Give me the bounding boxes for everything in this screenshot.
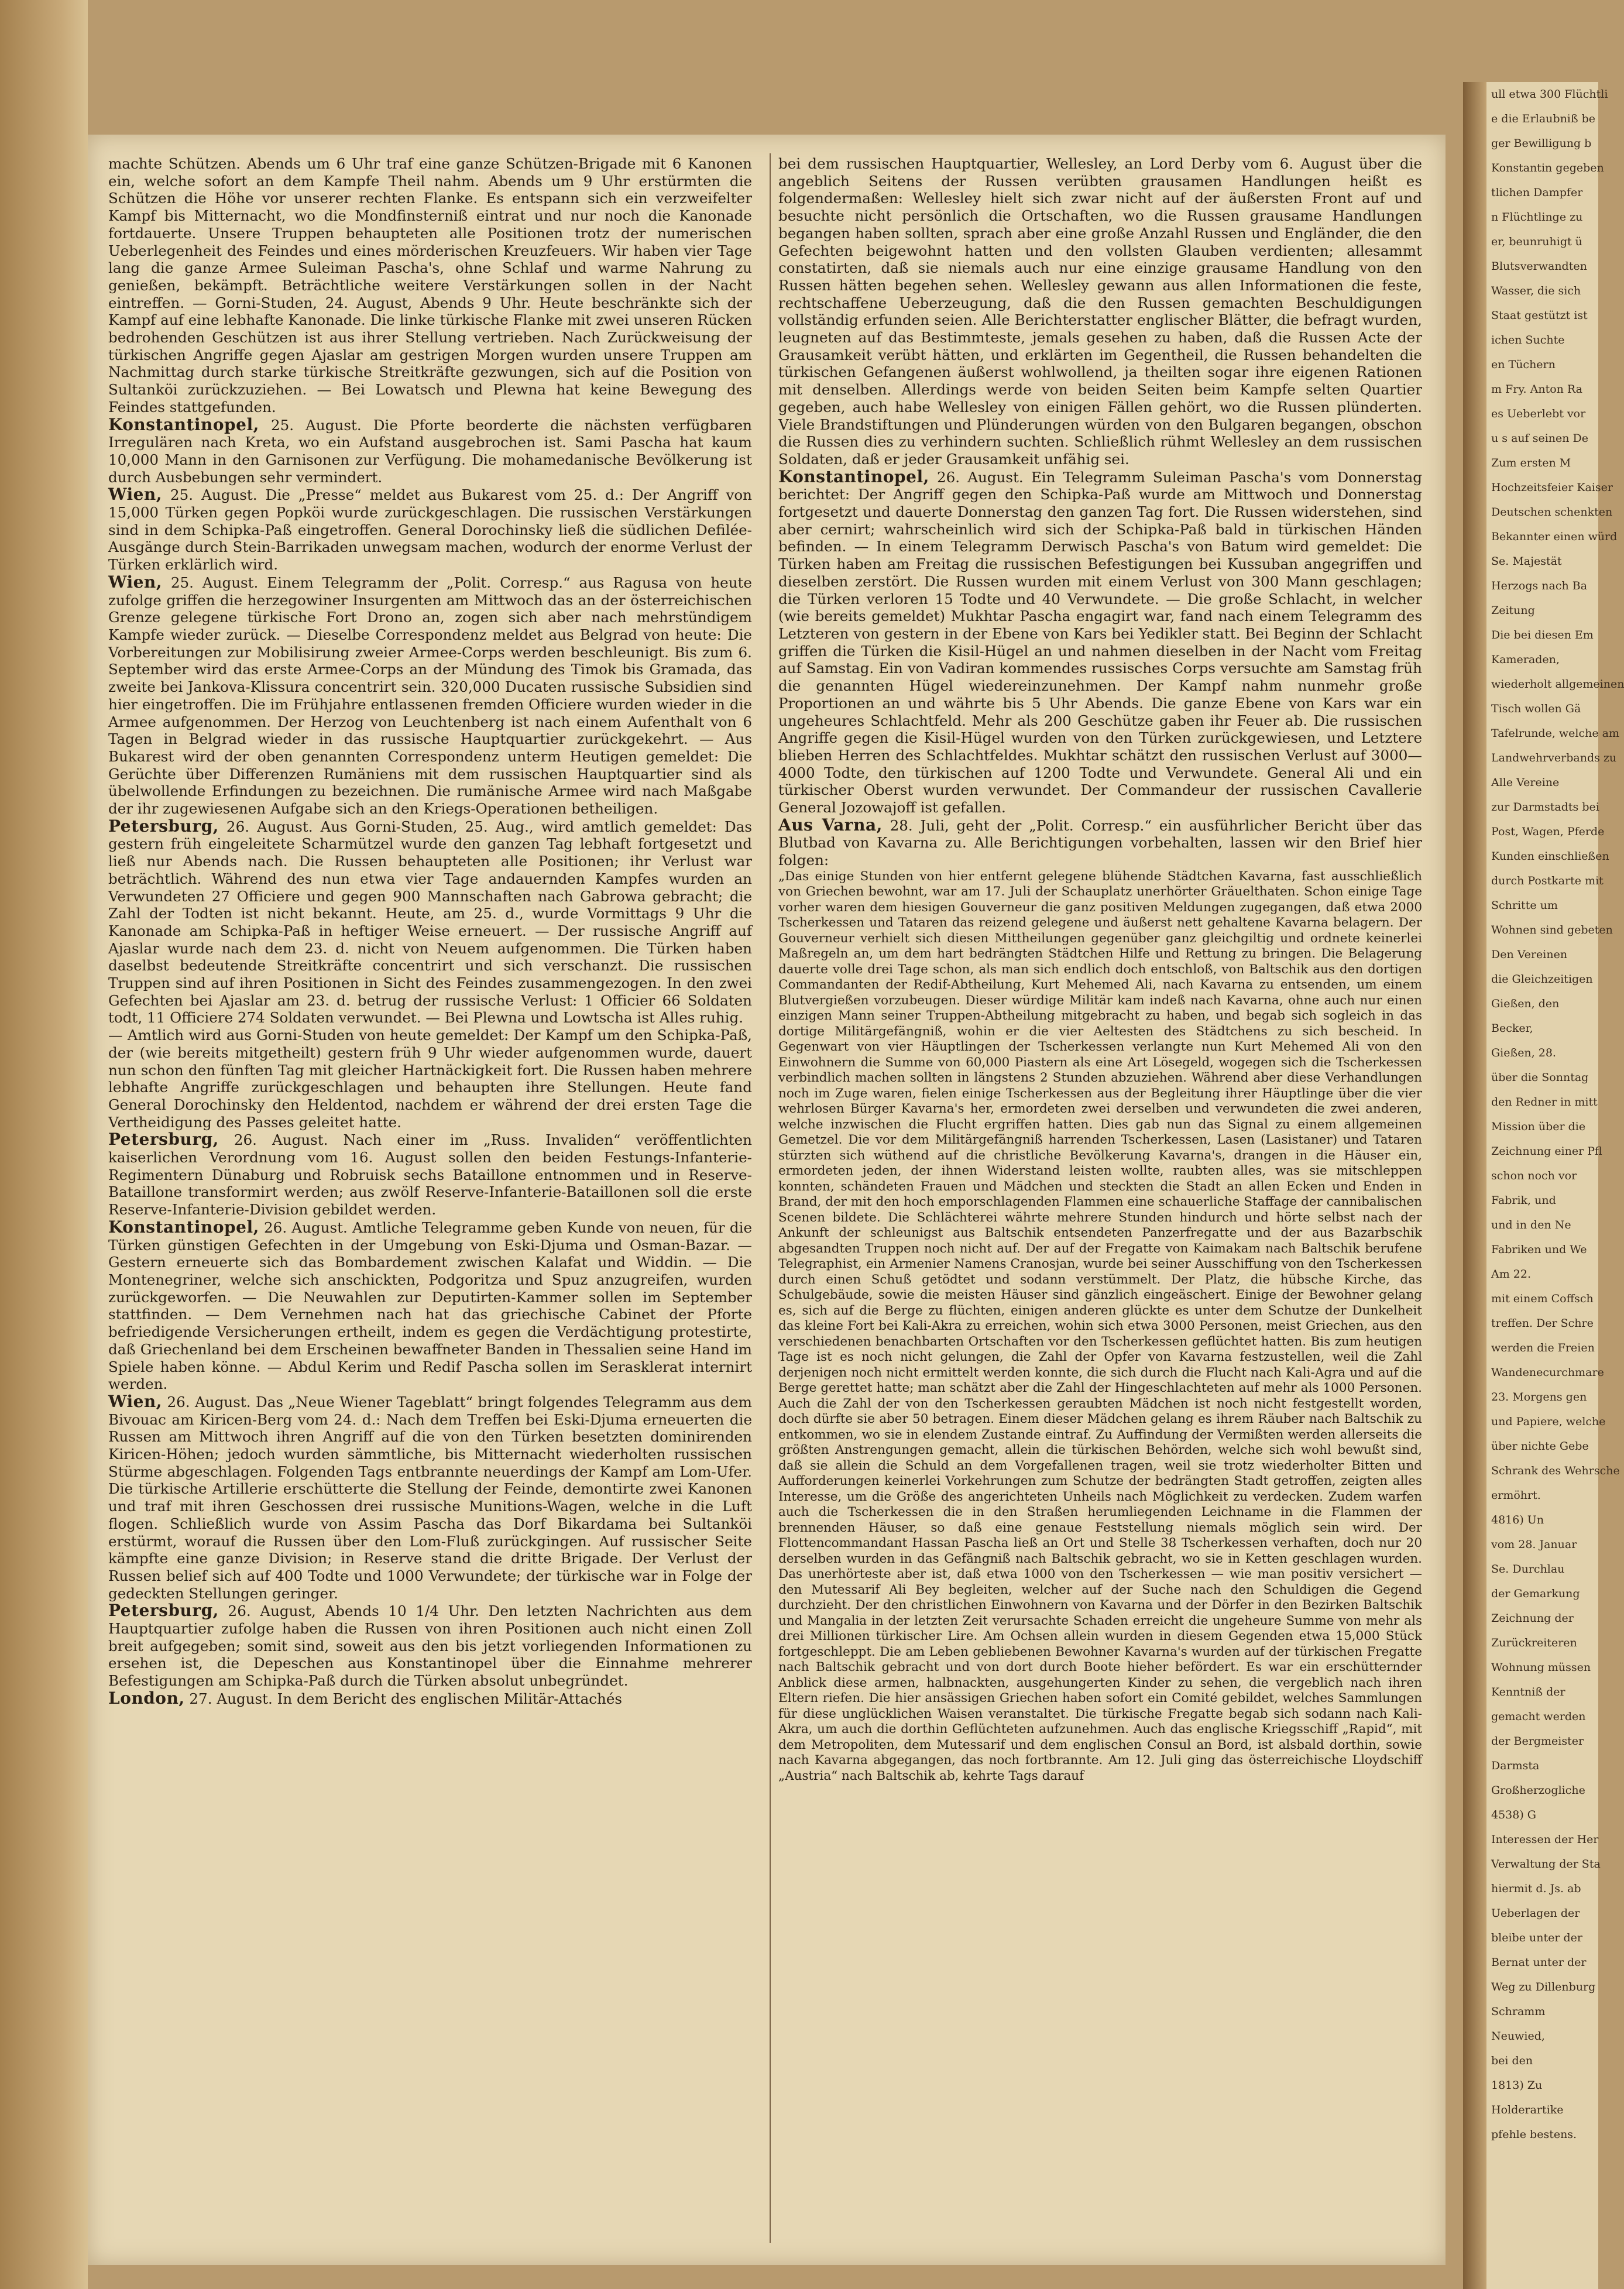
margin-fragment: zur Darmstadts bei [1491, 801, 1599, 814]
margin-fragment: Kunden einschließen [1491, 850, 1609, 863]
article-text: — Amtlich wird aus Gorni-Studen von heute gemeldet: Der Kampf um den Schipka-Paß, der (wie bereits mitgetheilt) gestern früh 9 Uhr wieder aufgenommen wurde, dauert nun schon den fünften Tag mit gleicher Hartnäckigkeit fort. Die Russen haben mehrere lebhafte Angriffe zurückgeschlagen und behaupten ihre Stellungen. Heute fand General Dorochinsky den Heldentod, nachdem er während der drei ersten Tage die Vertheidigung des Passes geleitet hatte. [108, 1027, 752, 1131]
margin-fragment: vom 28. Januar [1491, 1538, 1577, 1551]
margin-fragment: Schramm [1491, 2005, 1546, 2018]
margin-fragment: Zeichnung der [1491, 1612, 1574, 1625]
margin-fragment: Mission über die [1491, 1120, 1586, 1133]
article-paragraph [108, 1602, 752, 1690]
margin-fragment: tlichen Dampfer [1491, 186, 1583, 199]
article-paragraph [778, 468, 1422, 816]
article-text: 25. August. Einem Telegramm der „Polit. Corresp.“ aus Ragusa von heute zufolge griffen die herzegowiner Insurgenten am Mittwoch das an der österreichischen Grenze gelegene türkische Fort Drono an, zogen sich aber nach mehrstündigem Kampfe wieder zurück. — Dieselbe Correspondenz meldet aus Belgrad von heute: Die Vorbereitungen zur Mobilisirung zweier Armee-Corps werden beschleunigt. Bis zum 6. September wird das erste Armee-Corps an der Mündung des Timok bis Gramada, das zweite bei Jankova-Klissura concentrirt sein. 320,000 Ducaten russische Subsidien sind hier eingetroffen. Die im Frühjahre entlassenen fremden Officiere wurden wieder in die Armee aufgenommen. Der Herzog von Leuchtenberg ist nach einem Aufenthalt von 6 Tagen in Belgrad wieder in das russische Hauptquartier zurückgekehrt. — Aus Bukarest wird der oben genannten Correspondenz unterm Heutigen gemeldet: Die Gerüchte über Differenzen Rumäniens mit dem russischen Hauptquartier sind als übelwollende Erfindungen zu bezeichnen. Die rumänische Armee wird nach Maßgabe der ihr zugewiesenen Aufgabe sich an den Kriegs-Operationen betheiligen. [108, 574, 752, 818]
margin-fragment: 4816) Un [1491, 1514, 1544, 1526]
article-paragraph [778, 869, 1422, 1784]
margin-fragment: der Gemarkung [1491, 1587, 1580, 1600]
article-text: 27. August. In dem Bericht des englischen Militär-Attachés [184, 1690, 623, 1707]
article-paragraph [108, 1393, 752, 1602]
margin-fragment: m Fry. Anton Ra [1491, 383, 1582, 396]
margin-fragment: durch Postkarte mit [1491, 874, 1604, 887]
margin-fragment: Hochzeitsfeier Kaiser [1491, 481, 1613, 494]
adjacent-page-fragments [1486, 82, 1624, 2147]
margin-fragment: ull etwa 300 Flüchtli [1491, 88, 1608, 101]
margin-fragment: 23. Morgens gen [1491, 1391, 1587, 1403]
dateline: Petersburg, [108, 1130, 219, 1149]
margin-fragment: es Ueberlebt vor [1491, 407, 1586, 420]
article-paragraph [108, 1690, 752, 1708]
dateline: Wien, [108, 572, 163, 592]
article-paragraph [108, 416, 752, 486]
article-text: 26. August. Nach einer im „Russ. Invaliden“ veröffentlichten kaiserlichen Verordnung vom 16. August sollen den beiden Festungs-Infanterie-Regimentern Dünaburg und Robruisk sechs Bataillone entnommen und in Reserve-Bataillone transformirt werden; aus zwölf Reserve-Infanterie-Bataillonen soll die erste Reserve-Infanterie-Division gebildet werden. [108, 1131, 752, 1219]
article-text: 26. August, Abends 10 1/4 Uhr. Den letzten Nachrichten aus dem Hauptquartier zufolge haben die Russen von ihren Positionen auch nicht einen Zoll breit aufgegeben; somit sind, soweit aus den bis jetzt vorliegenden Informationen zu ersehen ist, die Depeschen aus Konstantinopel über die Einnahme mehrerer Befestigungen am Schipka-Paß durch die Türken absolut unbegründet. [108, 1602, 752, 1690]
margin-fragment: ichen Suchte [1491, 334, 1565, 346]
margin-fragment: Wandenecurchmare [1491, 1366, 1604, 1379]
left-column [108, 155, 752, 2245]
margin-fragment: Kameraden, [1491, 653, 1560, 666]
margin-fragment: mit einem Coffsch [1491, 1292, 1594, 1305]
margin-fragment: werden die Freien [1491, 1341, 1595, 1354]
dateline: Petersburg, [108, 1601, 219, 1621]
margin-fragment: Konstantin gegeben [1491, 162, 1604, 174]
article-paragraph [778, 816, 1422, 869]
article-text: 28. Juli, geht der „Polit. Corresp.“ ein ausführlicher Bericht über das Blutbad von Kavarna zu. Alle Berichtigungen vorbehalten, lassen wir den Brief hier folgen: [778, 816, 1423, 869]
margin-fragment: den Redner in mitt [1491, 1096, 1598, 1109]
margin-fragment: der Bergmeister [1491, 1735, 1584, 1748]
article-text: 26. August. Aus Gorni-Studen, 25. Aug., wird amtlich gemeldet: Das gestern früh eingeleitete Scharmützel wurde den ganzen Tag lebhaft fortgesetzt und ließ nur Abends nach. Die Russen behaupteten alle Positionen; ihr Verlust war beträchtlich. Während des nun etwa vier Tage andauernden Kampfes wurden an Verwundeten 27 Officiere und gegen 900 Mannschaften nach Gabrowa gebracht; die Zahl der Todten ist nicht bekannt. Heute, am 25. d., wurde Vormittags 9 Uhr die Kanonade am Schipka-Paß in heftiger Weise erneuert. — Der russische Angriff auf Ajaslar wurde nach dem 23. d. nicht von Neuem aufgenommen. Die Türken haben daselbst bedeutende Streitkräfte concentrirt und sich verschanzt. Die russischen Truppen sind auf ihren Positionen in Sicht des Feindes zusammengezogen. In den zwei Gefechten bei Ajaslar am 23. d. betrug der russische Verlust: 1 Officier 66 Soldaten todt, 11 Officiere 274 Soldaten verwundet. — Bei Plewna und Lowtscha ist Alles ruhig. [108, 818, 752, 1027]
margin-fragment: hiermit d. Js. ab [1491, 1882, 1581, 1895]
margin-fragment: Verwaltung der Sta [1491, 1858, 1601, 1871]
margin-fragment: Fabriken und We [1491, 1243, 1587, 1256]
margin-fragment: und in den Ne [1491, 1219, 1571, 1231]
margin-fragment: Tisch wollen Gä [1491, 702, 1581, 715]
margin-fragment: Bekannter einen würd [1491, 530, 1618, 543]
margin-fragment: e die Erlaubniß be [1491, 112, 1596, 125]
article-paragraph [108, 1219, 752, 1393]
margin-fragment: en Tüchern [1491, 358, 1556, 371]
article-text: 25. August. Die „Presse“ meldet aus Bukarest vom 25. d.: Der Angriff von 15,000 Türken gegen Popköi wurde zurückgeschlagen. Die russischen Verstärkungen sind in dem Schipka-Paß eingetroffen. General Dorochinsky ließ die südlichen Defilée-Ausgänge durch Stein-Barrikaden unwegsam machen, wodurch der enorme Verlust der Türken erklärlich wird. [108, 486, 752, 574]
page-gutter [1463, 82, 1486, 2289]
margin-fragment: Zeichnung einer Pfl [1491, 1145, 1602, 1158]
margin-fragment: Wohnung müssen [1491, 1661, 1591, 1674]
column-divider [770, 153, 771, 2243]
right-column [778, 155, 1422, 2245]
article-text: machte Schützen. Abends um 6 Uhr traf eine ganze Schützen-Brigade mit 6 Kanonen ein, welche sofort an dem Kampfe Theil nahm. Abends um 9 Uhr erstürmten die Schützen die Höhe vor unserer rechten Flanke. Es entspann sich ein verzweifelter Kampf bis Mitternacht, wo die Mondfinsterniß eintrat und nur noch die Kanonade fortdauerte. Unsere Truppen behaupteten alle Positionen trotz der numerischen Ueberlegenheit des Feindes und eines mörderischen Kreuzfeuers. Wir haben vier Tage lang die ganze Armee Suleiman Pascha's, ohne Schlaf und warme Nahrung zu genießen, bekämpft. Beträchtliche weitere Verstärkungen sollen in der Nacht eintreffen. — Gorni-Studen, 24. August, Abends 9 Uhr. Heute beschränkte sich der Kampf auf eine lebhafte Kanonade. Die linke türkische Flanke mit zwei unseren Rücken bedrohenden Geschützen ist aus ihrer Stellung vertrieben. Nach Zurückweisung der türkischen Angriffe gegen Ajaslar am gestrigen Morgen wurden unsere Truppen am Nachmittag durch starke türkische Streitkräfte gezwungen, sich auf die Position von Sultanköi zurückzuziehen. — Bei Lowatsch und Plewna hat keine Bewegung des Feindes stattgefunden. [108, 155, 752, 416]
margin-fragment: bleibe unter der [1491, 1931, 1582, 1944]
dateline: Petersburg, [108, 816, 219, 836]
margin-fragment: Den Vereinen [1491, 948, 1568, 961]
article-paragraph [108, 486, 752, 574]
margin-fragment: Deutschen schenkten [1491, 506, 1613, 519]
margin-fragment: Gießen, 28. [1491, 1046, 1556, 1059]
dateline: Konstantinopel, [108, 414, 259, 434]
margin-fragment: Se. Durchlau [1491, 1563, 1565, 1576]
article-paragraph [108, 1027, 752, 1131]
article-paragraph [108, 1131, 752, 1219]
margin-fragment: Weg zu Dillenburg [1491, 1981, 1596, 1993]
margin-fragment: Holderartike [1491, 2103, 1564, 2116]
dateline: Konstantinopel, [778, 466, 929, 486]
margin-fragment: die Gleichzeitigen [1491, 973, 1593, 986]
article-paragraph [778, 155, 1422, 468]
margin-fragment: Kenntniß der [1491, 1686, 1565, 1698]
margin-fragment: Neuwied, [1491, 2030, 1545, 2043]
dateline: Konstantinopel, [108, 1217, 259, 1237]
dateline: Aus Varna, [778, 815, 883, 835]
adjacent-page-strip [1486, 82, 1624, 2289]
margin-fragment: pfehle bestens. [1491, 2128, 1577, 2141]
margin-fragment: Staat gestützt ist [1491, 309, 1588, 322]
margin-fragment: ermöhrt. [1491, 1489, 1541, 1502]
margin-fragment: 4538) G [1491, 1808, 1536, 1821]
article-text: bei dem russischen Hauptquartier, Wellesley, an Lord Derby vom 6. August über die angeblich Seitens der Russen verübten grausamen Handlungen heißt es folgendermaßen: Wellesley hielt sich zwar nicht auf der äußersten Front auf und besuchte nicht persönlich die Ortschaften, wo die Russen grausame Handlungen begangen haben sollten, sprach aber eine große Anzahl Russen und Engländer, die den Gefechten beigewohnt hatten und den vollsten Glauben verdienten; allesammt constatirten, daß sie niemals auch nur eine einzige grausame Handlung von den Russen hätten begehen sehen. Wellesley gewann aus allen Informationen die feste, rechtschaffene Ueberzeugung, daß die den Russen gemachten Beschuldigungen vollständig erfunden seien. Alle Berichterstatter englischer Blätter, die befragt wurden, leugneten auf das Bestimmteste, jemals gesehen zu haben, daß die Russen Acte der Grausamkeit verübt hätten, und erklärten im Gegentheil, die Russen behandelten die türkischen Gefangenen äußerst wohlwollend, ja theilten sogar ihre eigenen Rationen mit denselben. Allerdings werde von beiden Seiten beim Kampfe selten Quartier gegeben, auch habe Wellesley von einigen Fällen gehört, wo die Russen plünderten. Viele Brandstiftungen und Plünderungen würden von den Bulgaren begangen, obschon die Russen dies zu verhindern suchten. Schließlich rühmt Wellesley an dem russischen Soldaten, daß er jeder Grausamkeit unfähig sei. [778, 155, 1422, 468]
margin-fragment: n Flüchtlinge zu [1491, 211, 1583, 224]
margin-fragment: Ueberlagen der [1491, 1907, 1580, 1920]
margin-fragment: Schrank des Wehrsche [1491, 1464, 1620, 1477]
dateline: Wien, [108, 485, 163, 505]
article-text: 25. August. Die Pforte beorderte die nächsten verfügbaren Irregulären nach Kreta, wo ein Aufstand ausgebrochen ist. Sami Pascha hat kaum 10,000 Mann in den Garnisonen zur Verfügung. Die mohamedanische Bevölkerung ist durch Ausbebungen sehr vermindert. [108, 416, 752, 486]
margin-fragment: schon noch vor [1491, 1169, 1577, 1182]
margin-fragment: er, beunruhigt ü [1491, 235, 1582, 248]
margin-fragment: Am 22. [1491, 1268, 1531, 1281]
margin-fragment: wiederholt allgemeinen [1491, 678, 1624, 691]
margin-fragment: 1813) Zu [1491, 2079, 1543, 2092]
margin-fragment: Interessen der Her [1491, 1833, 1599, 1846]
article-text: 26. August. Amtliche Telegramme geben Kunde von neuen, für die Türken günstigen Gefechten in der Umgebung von Eski-Djuma und Osman-Bazar. — Gestern erneuerte sich das Bombardement zwischen Kalafat und Widdin. — Die Montenegriner, welche sich anschickten, Podgoritza und Spuz anzugreifen, wurden zurückgeworfen. — Die Neuwahlen zur Deputirten-Kammer sollen im September stattfinden. — Dem Vernehmen nach hat das griechische Cabinet der Pforte befriedigende Versicherungen ertheilt, indem es gegen die Verdächtigung protestirte, daß Griechenland bei dem Erscheinen bewaffneter Banden in Thessalien seine Hand im Spiele haben könne. — Abdul Kerim und Redif Pascha sollen im Serasklerat internirt werden. [108, 1219, 752, 1393]
margin-fragment: Wasser, die sich [1491, 284, 1581, 297]
margin-fragment: und Papiere, welche [1491, 1415, 1606, 1428]
margin-fragment: Darmsta [1491, 1759, 1540, 1772]
margin-fragment: Gießen, den [1491, 997, 1560, 1010]
margin-fragment: Schritte um [1491, 899, 1558, 912]
page-left-binding [0, 0, 88, 2289]
margin-fragment: Bernat unter der [1491, 1956, 1587, 1969]
margin-fragment: Alle Vereine [1491, 776, 1560, 789]
margin-fragment: über die Sonntag [1491, 1071, 1589, 1084]
margin-fragment: Fabrik, und [1491, 1194, 1556, 1207]
article-text: „Das einige Stunden von hier entfernt gelegene blühende Städtchen Kavarna, fast ausschließlich von Griechen bewohnt, war am 17. Juli der Schauplatz unerhörter Gräuelthaten. Schon einige Tage vorher waren dem hiesigen Gouverneur die ganz positiven Meldungen zugegangen, daß etwa 2000 Tscherkessen und Tataren das reizend gelegene und äußerst nett gehaltene Kavarna belagern. Der Gouverneur verhielt sich diesen Mittheilungen gegenüber ganz gleichgiltig und ordnete keinerlei Maßregeln an, um dem hart bedrängten Städtchen Hilfe und Rettung zu bringen. Die Belagerung dauerte volle drei Tage schon, als man sich endlich doch entschloß, von Baltschik aus den dortigen Commandanten der Redif-Abtheilung, Kurt Mehemed Ali, nach Kavarna zu entsenden, um einem Blutvergießen vorzubeugen. Dieser würdige Militär kam indeß nach Kavarna, ohne auch nur einen einzigen Mann seiner Truppen-Abtheilung mitgebracht zu haben, und begab sich sogleich in das dortige Militärgefängniß, wohin er die vier Aeltesten des Städtchens zu sich bescheid. In Gegenwart von vier Häuptlingen der Tscherkessen verlangte nun Kurt Mehemed Ali von den Einwohnern die Summe von 60,000 Piastern als eine Art Lösegeld, wogegen sich die Tscherkessen verbindlich machen sollten in längstens 2 Stunden abzuziehen. Während aber diese Verhandlungen noch im Zuge waren, fielen einige Tscherkessen aus der Begleitung ihrer Häuptlinge über die vier wehrlosen Bürger Kavarna's her, ermordeten zwei derselben und verwundeten die zwei anderen, welche inzwischen die Flucht ergriffen hatten. Dies gab nun das Signal zu einem allgemeinen Gemetzel. Die vor dem Militärgefängniß harrenden Tscherkessen, Lasen (Lasistaner) und Tataren stürzten sich wüthend auf die christliche Bevölkerung Kavarna's, drangen in die Häuser ein, ermordeten jeden, der ihnen Widerstand leisten wollte, raubten alles, was sie mitschleppen konnten, schändeten Frauen und Mädchen und steckten die Stadt an allen Ecken und Enden in Brand, der mit den hoch emporschlagenden Flammen eine schauerliche Staffage der cannibalischen Scenen bildete. Die Schlächterei währte mehrere Stunden hindurch und hörte selbst nach der Ankunft der schleunigst aus Baltschik entsendeten Panzerfregatte und der aus Bazarbschik abgesandten Truppen noch nicht auf. Der auf der Fregatte von Kaimakam nach Baltschik berufene Telegraphist, ein Armenier Namens Cranosjan, wurde bei seiner Ausschiffung von den Tscherkessen durch einen Schuß getödtet und sodann verstümmelt. Der Platz, die hübsche Kirche, das Schulgebäude, sowie die meisten Häuser sind gänzlich eingeäschert. Einige der Bewohner gelang es, sich auf die Berge zu flüchten, einigen anderen glückte es unter dem Schutze der Dunkelheit das kleine Fort bei Kali-Akra zu erreichen, wohin sich etwa 3000 Personen, meist Griechen, aus den verschiedenen benachbarten Ortschaften vor den Tscherkessen geflüchtet hatten. Bis zum heutigen Tage ist es noch nicht gelungen, die Zahl der Opfer von Kavarna festzustellen, weil die Zahl derjenigen noch nicht ermittelt werden konnte, die sich durch die Flucht nach Kali-Agra und auf die Berge gerettet hatte; man schätzt aber die Zahl der Hingeschlachteten auf mehr als 1000 Personen. Auch die Zahl der von den Tscherkessen geraubten Mädchen ist noch nicht festgestellt worden, doch dürfte sie aber 50 betragen. Einem dieser Mädchen gelang es ihrem Räuber nach Baltschik zu entkommen, wo sie in elendem Zustande eintraf. Zu Auffindung der Vermißten werden allerseits die größten Anstrengungen gemacht, allein die türkischen Behörden, welche sich wohl bewußt sind, daß sie allein die Schuld an dem Vorgefallenen tragen, weil sie trotz wiederholter Bitten und Aufforderungen keinerlei Vorkehrungen zum Schutze der bedrängten Stadt getroffen, zeigten alles Interesse, um die Größe des angerichteten Unheils nach Möglichkeit zu verdecken. Zudem warfen auch die Tscherkessen die in den Straßen herumliegenden Leichname in die Flammen der brennenden Häuser, so daß eine genaue Feststellung niemals möglich sein wird. Der Flottencommandant Hassan Pascha ließ an Ort und Stelle 38 Tscherkessen verhaften, doch nur 20 derselben wurden in das Gefängniß nach Baltschik gebracht, wo sie in Ketten geschlagen wurden. Das unerhörteste aber ist, daß etwa 1000 von den Tscherkessen — wie man positiv versichert — den Mutessarif Ali Bey begleiten, welcher auf der Suche nach den Schuldigen die Gegend durchzieht. Der den christlichen Einwohnern von Kavarna und der Dörfer in den Bezirken Baltschik und Mangalia in der letzten Zeit verursachte Schaden erreicht die ungeheure Summe von mehr als drei Millionen türkischer Lire. Am Ochsen allein wurden in diesem Gegenden etwa 15,000 Stück fortgeschleppt. Die am Leben gebliebenen Bewohner Kavarna's wurden auf der türkischen Fregatte nach Baltschik gebracht und von dort durch Boote hieher befördert. Es war ein erschütternder Anblick diese armen, halbnackten, ausgehungerten Kinder zu sehen, die vergeblich nach ihren Eltern riefen. Die hier ansässigen Griechen haben sofort ein Comité gebildet, welches Sammlungen für diese unglücklichen Waisen veranstaltet. Die türkische Fregatte begab sich sodann nach Kali-Akra, um auch die dorthin Geflüchteten aufzunehmen. Auch das englische Kriegsschiff „Rapid“, mit dem Metropoliten, dem Mutessarif und dem englischen Consul an Bord, ist alsbald dorthin, sowie nach Kavarna abgegangen, das noch fortbrannte. Am 12. Juli ging das österreichische Lloydschiff „Austria“ nach Baltschik ab, kehrte Tags darauf [778, 869, 1422, 1783]
dateline: Wien, [108, 1391, 163, 1411]
margin-fragment: treffen. Der Schre [1491, 1317, 1594, 1330]
margin-fragment: Becker, [1491, 1022, 1533, 1035]
margin-fragment: Zum ersten M [1491, 457, 1571, 469]
dateline: London, [108, 1688, 185, 1708]
margin-fragment: Zeitung [1491, 604, 1535, 617]
margin-fragment: Landwehrverbands zu [1491, 751, 1617, 764]
margin-fragment: Blutsverwandten [1491, 260, 1587, 273]
margin-fragment: Die bei diesen Em [1491, 629, 1594, 641]
margin-fragment: Wohnen sind gebeten [1491, 924, 1613, 936]
article-paragraph [108, 155, 752, 416]
margin-fragment: Zurückreiteren [1491, 1636, 1577, 1649]
article-text: 26. August. Das „Neue Wiener Tageblatt“ bringt folgendes Telegramm aus dem Bivouac am Kiricen-Berg vom 24. d.: Nach dem Treffen bei Eski-Djuma erneuerten die Russen am Mittwoch ihren Angriff auf die von den Türken besetzten dominirenden Kiricen-Höhen; jedoch wurden sämmtliche, bis Mitternacht wiederholten russischen Stürme abgeschlagen. Folgenden Tags entbrannte neuerdings der Kampf am Lom-Ufer. Die türkische Artillerie erschütterte die Stellung der Feinde, demontirte zwei Kanonen und traf mit ihren Geschossen drei russische Munitions-Wagen, welche in die Luft flogen. Schließlich wurde von Assim Pascha das Dorf Bikardama bei Sultanköi erstürmt, worauf die Russen über den Lom-Fluß zurückgingen. Auf russischer Seite kämpfte eine ganze Division; in Reserve stand die dritte Brigade. Der Verlust der Russen belief sich auf 400 Todte und 1000 Verwundete; der türkische war in Folge der gedeckten Stellungen geringer. [108, 1393, 752, 1602]
margin-fragment: Großherzogliche [1491, 1784, 1585, 1797]
article-paragraph [108, 818, 752, 1027]
margin-fragment: über nichte Gebe [1491, 1440, 1589, 1453]
margin-fragment: u s auf seinen De [1491, 432, 1589, 445]
article-paragraph [108, 574, 752, 818]
margin-fragment: ger Bewilligung b [1491, 137, 1592, 150]
margin-fragment: Post, Wagen, Pferde [1491, 825, 1605, 838]
margin-fragment: gemacht werden [1491, 1710, 1586, 1723]
margin-fragment: Tafelrunde, welche am [1491, 727, 1620, 740]
article-text: 26. August. Ein Telegramm Suleiman Pascha's vom Donnerstag berichtet: Der Angriff gegen den Schipka-Paß wurde am Mittwoch und Donnerstag fortgesetzt und dauerte Donnerstag den ganzen Tag fort. Die Russen widerstehen, sind aber cernirt; wahrscheinlich wird sich der Schipka-Paß bald in türkischen Händen befinden. — In einem Telegramm Derwisch Pascha's von Batum wird gemeldet: Die Türken haben am Freitag die russischen Befestigungen bei Kussuban angegriffen und dieselben zerstört. Die Russen wurden mit einem Verlust von 300 Mann geschlagen; die Türken verloren 15 Todte und 40 Verwundete. — Die große Schlacht, in welcher (wie bereits gemeldet) Mukhtar Pascha engagirt war, fand nach einem Telegramm des Letzteren von gestern in der Ebene von Kars bei Yedikler statt. Bei Beginn der Schlacht griffen die Türken die Kisil-Hügel an und nahmen dieselben in der Nacht vom Freitag auf Samstag. Ein von Vadiran kommendes russisches Corps versuchte am Samstag früh die genannten Hügel wiedereinzunehmen. Der Kampf nahm nunmehr große Proportionen an und währte bis 5 Uhr Abends. Die ganze Ebene von Kars war ein ungeheures Schlachtfeld. Mehr als 200 Geschütze gaben ihr Feuer ab. Die russischen Angriffe gegen die Kisil-Hügel wurden von den Türken zurückgewiesen, und Letztere blieben Herren des Schlachtfeldes. Mukhtar schätzt den russischen Verlust auf 3000—4000 Todte, den türkischen auf 1200 Todte und Verwundete. General Ali und ein türkischer Oberst wurden verwundet. Der Commandeur der russischen Cavallerie General Jozowajoff ist gefallen. [778, 468, 1422, 816]
margin-fragment: bei den [1491, 2054, 1533, 2067]
margin-fragment: Herzogs nach Ba [1491, 579, 1588, 592]
margin-fragment: Se. Majestät [1491, 555, 1562, 568]
